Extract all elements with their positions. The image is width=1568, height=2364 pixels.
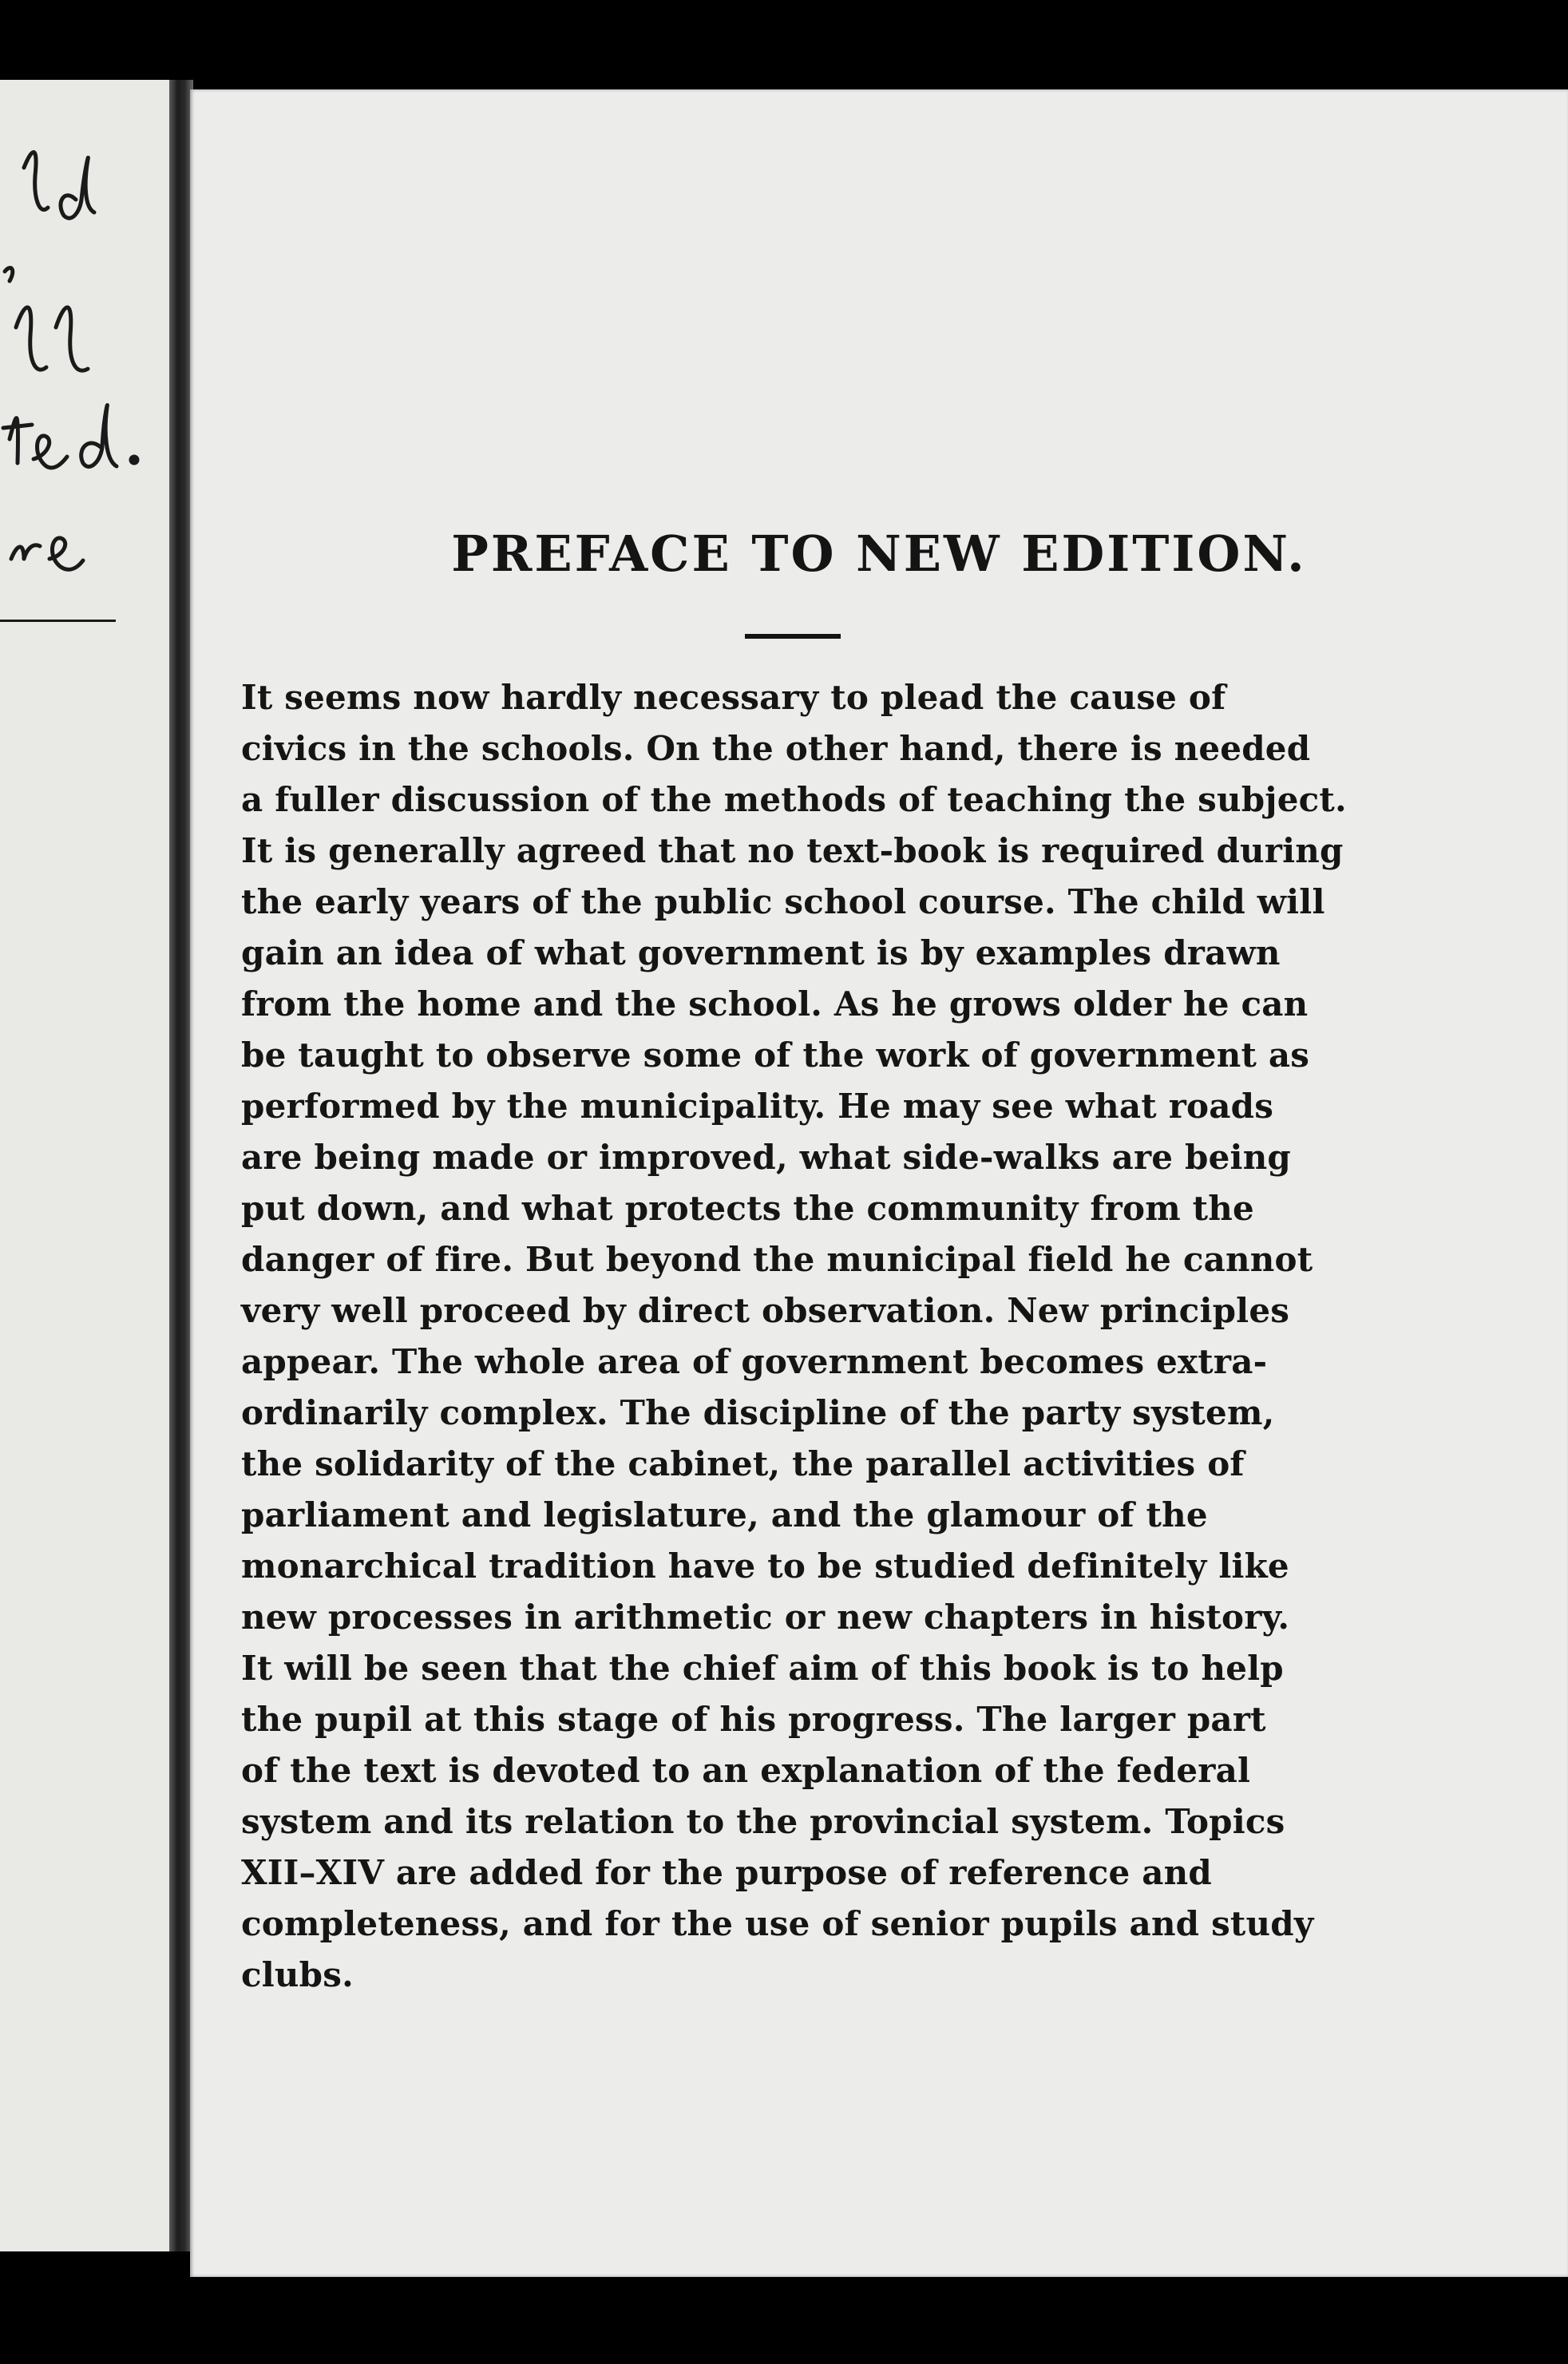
book-page — [190, 89, 1568, 2277]
previous-page-rule — [0, 620, 116, 622]
text-line: completeness, and for the use of senior pupils and study — [241, 1904, 1314, 1943]
previous-page-edge — [0, 80, 180, 2251]
text-line: monarchical tradition have to be studied definitely like — [241, 1546, 1289, 1586]
text-line: a fuller discussion of the methods of teaching the subject. — [241, 780, 1347, 819]
text-line: parliament and legislature, and the glamour of the — [241, 1495, 1208, 1534]
text-line: performed by the municipality. He may see what roads — [241, 1087, 1274, 1126]
text-line: of the text is devoted to an explanation of the federal — [241, 1751, 1251, 1790]
text-line: It seems now hardly necessary to plead the cause of — [241, 678, 1226, 717]
preface-body — [241, 672, 1503, 2001]
text-line: system and its relation to the provincial system. Topics — [241, 1802, 1285, 1841]
text-line: clubs. — [241, 1955, 354, 1994]
title-rule — [745, 634, 841, 639]
text-line: the pupil at this stage of his progress. The larger part — [241, 1700, 1266, 1739]
text-line: the early years of the public school course. The child will — [241, 882, 1325, 921]
text-line: It is generally agreed that no text-book is required during — [241, 831, 1344, 870]
text-line: be taught to observe some of the work of government as — [241, 1035, 1310, 1075]
text-line: XII–XIV are added for the purpose of reference and — [241, 1853, 1212, 1892]
text-line: the solidarity of the cabinet, the parallel activities of — [241, 1444, 1245, 1483]
text-line: are being made or improved, what side-walks are being — [241, 1138, 1291, 1177]
text-line: new processes in arithmetic or new chapters in history. — [241, 1598, 1290, 1637]
handwriting-image — [0, 144, 160, 591]
text-line: appear. The whole area of government becomes extra- — [241, 1342, 1268, 1381]
page-title: PREFACE TO NEW EDITION. — [451, 525, 1307, 583]
text-line: very well proceed by direct observation. New principles — [241, 1291, 1290, 1330]
text-line: civics in the schools. On the other hand, there is needed — [241, 729, 1311, 768]
text-line: from the home and the school. As he grows older he can — [241, 984, 1309, 1024]
text-line: It will be seen that the chief aim of this book is to help — [241, 1649, 1284, 1688]
text-line: gain an idea of what government is by examples drawn — [241, 933, 1281, 972]
text-line: danger of fire. But beyond the municipal field he cannot — [241, 1240, 1313, 1279]
text-line: ordinarily complex. The discipline of the party system, — [241, 1393, 1275, 1432]
text-line: put down, and what protects the community from the — [241, 1189, 1254, 1228]
handwritten-annotation — [0, 144, 160, 591]
